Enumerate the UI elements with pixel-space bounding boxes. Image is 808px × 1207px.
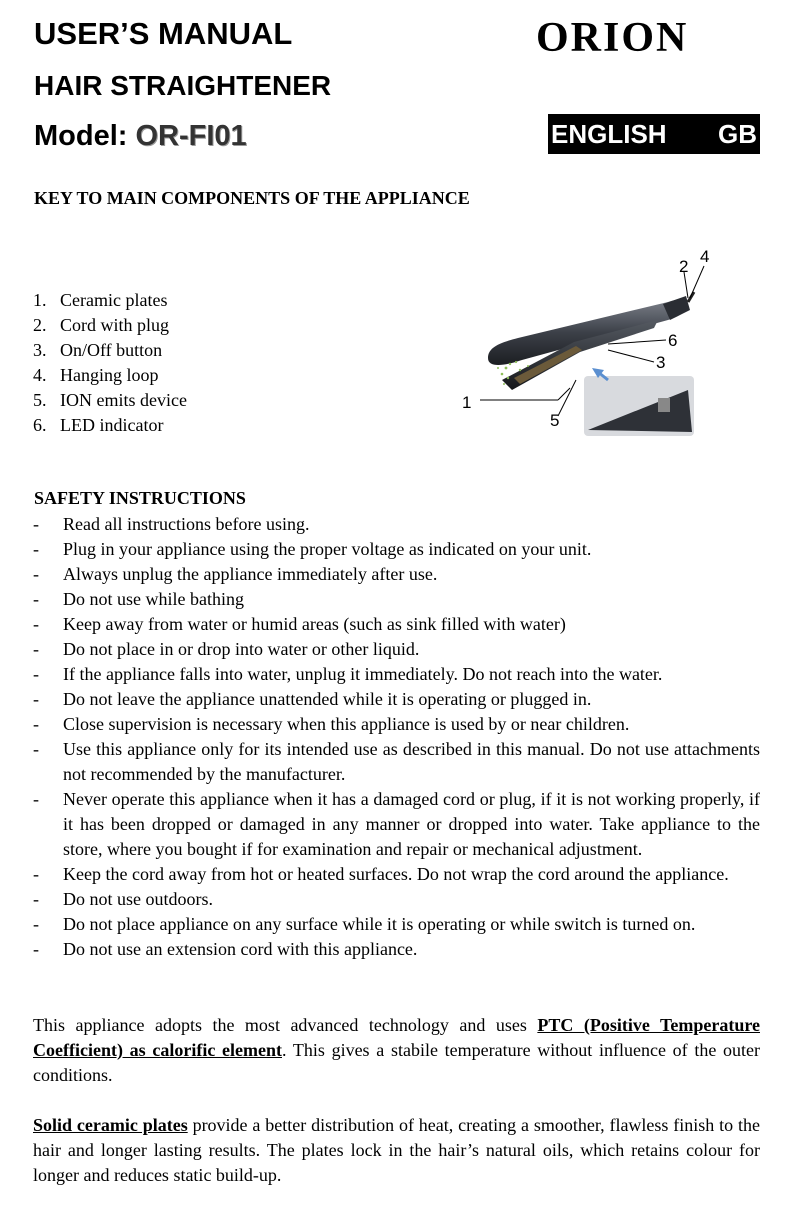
component-label: Ceramic plates <box>60 290 168 310</box>
bullet: - <box>33 914 39 934</box>
model-label: Model: <box>34 120 136 152</box>
component-label: On/Off button <box>60 340 163 360</box>
ptc-text-after: . This gives a stabile temperature without influence of the outer conditions. <box>33 1040 761 1085</box>
safety-heading: SAFETY INSTRUCTIONS <box>34 488 246 508</box>
safety-text: Do not leave the appliance unattended while it is operating or plugged in. <box>63 689 592 709</box>
bullet: - <box>33 514 39 534</box>
component-label: Cord with plug <box>60 315 170 335</box>
safety-item <box>33 937 760 962</box>
safety-item <box>33 562 760 587</box>
model-line <box>34 120 247 153</box>
safety-text: Do not place in or drop into water or other liquid. <box>63 639 420 659</box>
safety-item <box>33 862 760 887</box>
key-heading: KEY TO MAIN COMPONENTS OF THE APPLIANCE <box>34 188 470 208</box>
manual-title: USER’S MANUAL <box>34 16 293 51</box>
bullet: - <box>33 664 39 684</box>
bullet: - <box>33 789 39 809</box>
safety-text: Do not place appliance on any surface while it is operating or while switch is turned on. <box>63 914 696 934</box>
language-badge <box>548 114 760 154</box>
safety-text: Keep away from water or humid areas (such as sink filled with water) <box>63 614 566 634</box>
safety-text: Never operate this appliance when it has a damaged cord or plug, if it is not working properly, if it has been dropped or damaged in any manner or dropped into water. Take appliance to the store, where you bought if for examination and repair or mechanical adjustment. <box>63 789 760 859</box>
component-number: 5. <box>33 390 47 410</box>
safety-text: Keep the cord away from hot or heated surfaces. Do not wrap the cord around the appliance. <box>63 864 729 884</box>
product-title: HAIR STRAIGHTENER <box>34 70 332 101</box>
callout-2: 2 <box>679 257 689 276</box>
safety-item <box>33 662 760 687</box>
component-label: Hanging loop <box>60 365 159 385</box>
safety-item <box>33 737 760 787</box>
callout-6: 6 <box>668 331 678 350</box>
ptc-text-before: This appliance adopts the most advanced technology and uses <box>33 1015 538 1035</box>
safety-list <box>33 512 760 962</box>
component-number: 3. <box>33 340 47 360</box>
callout-3: 3 <box>656 353 666 372</box>
component-item <box>33 413 187 438</box>
safety-text: Do not use an extension cord with this appliance. <box>63 939 418 959</box>
component-item <box>33 313 187 338</box>
components-list <box>33 288 187 438</box>
safety-item <box>33 537 760 562</box>
safety-item <box>33 687 760 712</box>
safety-item <box>33 637 760 662</box>
bullet: - <box>33 864 39 884</box>
bullet: - <box>33 539 39 559</box>
component-number: 1. <box>33 290 47 310</box>
bullet: - <box>33 589 39 609</box>
language-label: ENGLISH <box>551 118 667 149</box>
ceramic-text-after: provide a better distribution of heat, creating a smoother, flawless finish to the hair and longer lasting results. The plates lock in the hair’s natural oils, which retains colour for longer and reduces static build-up. <box>33 1115 760 1185</box>
brand-logo: ORION <box>536 15 689 61</box>
safety-item <box>33 587 760 612</box>
bullet: - <box>33 939 39 959</box>
safety-text: Use this appliance only for its intended use as described in this manual. Do not use attachments not recommended by the manufacturer. <box>63 739 760 784</box>
component-number: 4. <box>33 365 47 385</box>
bullet: - <box>33 739 39 759</box>
bullet: - <box>33 614 39 634</box>
safety-item <box>33 612 760 637</box>
safety-item <box>33 512 760 537</box>
component-number: 6. <box>33 415 47 435</box>
component-item <box>33 338 187 363</box>
component-item <box>33 388 187 413</box>
component-number: 2. <box>33 315 47 335</box>
safety-item <box>33 887 760 912</box>
safety-text: Do not use outdoors. <box>63 889 213 909</box>
safety-text: Plug in your appliance using the proper voltage as indicated on your unit. <box>63 539 592 559</box>
country-code: GB <box>718 118 757 149</box>
ceramic-emphasis: Solid ceramic plates <box>33 1115 188 1135</box>
safety-text: Read all instructions before using. <box>63 514 310 534</box>
safety-text: Always unplug the appliance immediately after use. <box>63 564 438 584</box>
callout-5: 5 <box>550 411 560 430</box>
bullet: - <box>33 889 39 909</box>
callout-1: 1 <box>462 393 472 412</box>
bullet: - <box>33 639 39 659</box>
safety-item <box>33 912 760 937</box>
bullet: - <box>33 564 39 584</box>
ptc-emphasis: PTC (Positive Temperature Coefficient) as calorific element <box>33 1015 760 1060</box>
ceramic-paragraph <box>33 1113 760 1188</box>
component-label: LED indicator <box>60 415 164 435</box>
component-item <box>33 288 187 313</box>
safety-item <box>33 712 760 737</box>
bullet: - <box>33 689 39 709</box>
callout-4: 4 <box>700 247 710 266</box>
safety-item <box>33 787 760 862</box>
safety-text: Do not use while bathing <box>63 589 244 609</box>
safety-text: Close supervision is necessary when this appliance is used by or near children. <box>63 714 630 734</box>
hair-straightener-diagram <box>458 240 768 440</box>
model-value: OR-FI01 <box>135 120 247 152</box>
safety-text: If the appliance falls into water, unplug it immediately. Do not reach into the water. <box>63 664 663 684</box>
component-item <box>33 363 187 388</box>
component-label: ION emits device <box>60 390 187 410</box>
bullet: - <box>33 714 39 734</box>
cord <box>688 292 694 302</box>
ptc-paragraph <box>33 1013 760 1088</box>
